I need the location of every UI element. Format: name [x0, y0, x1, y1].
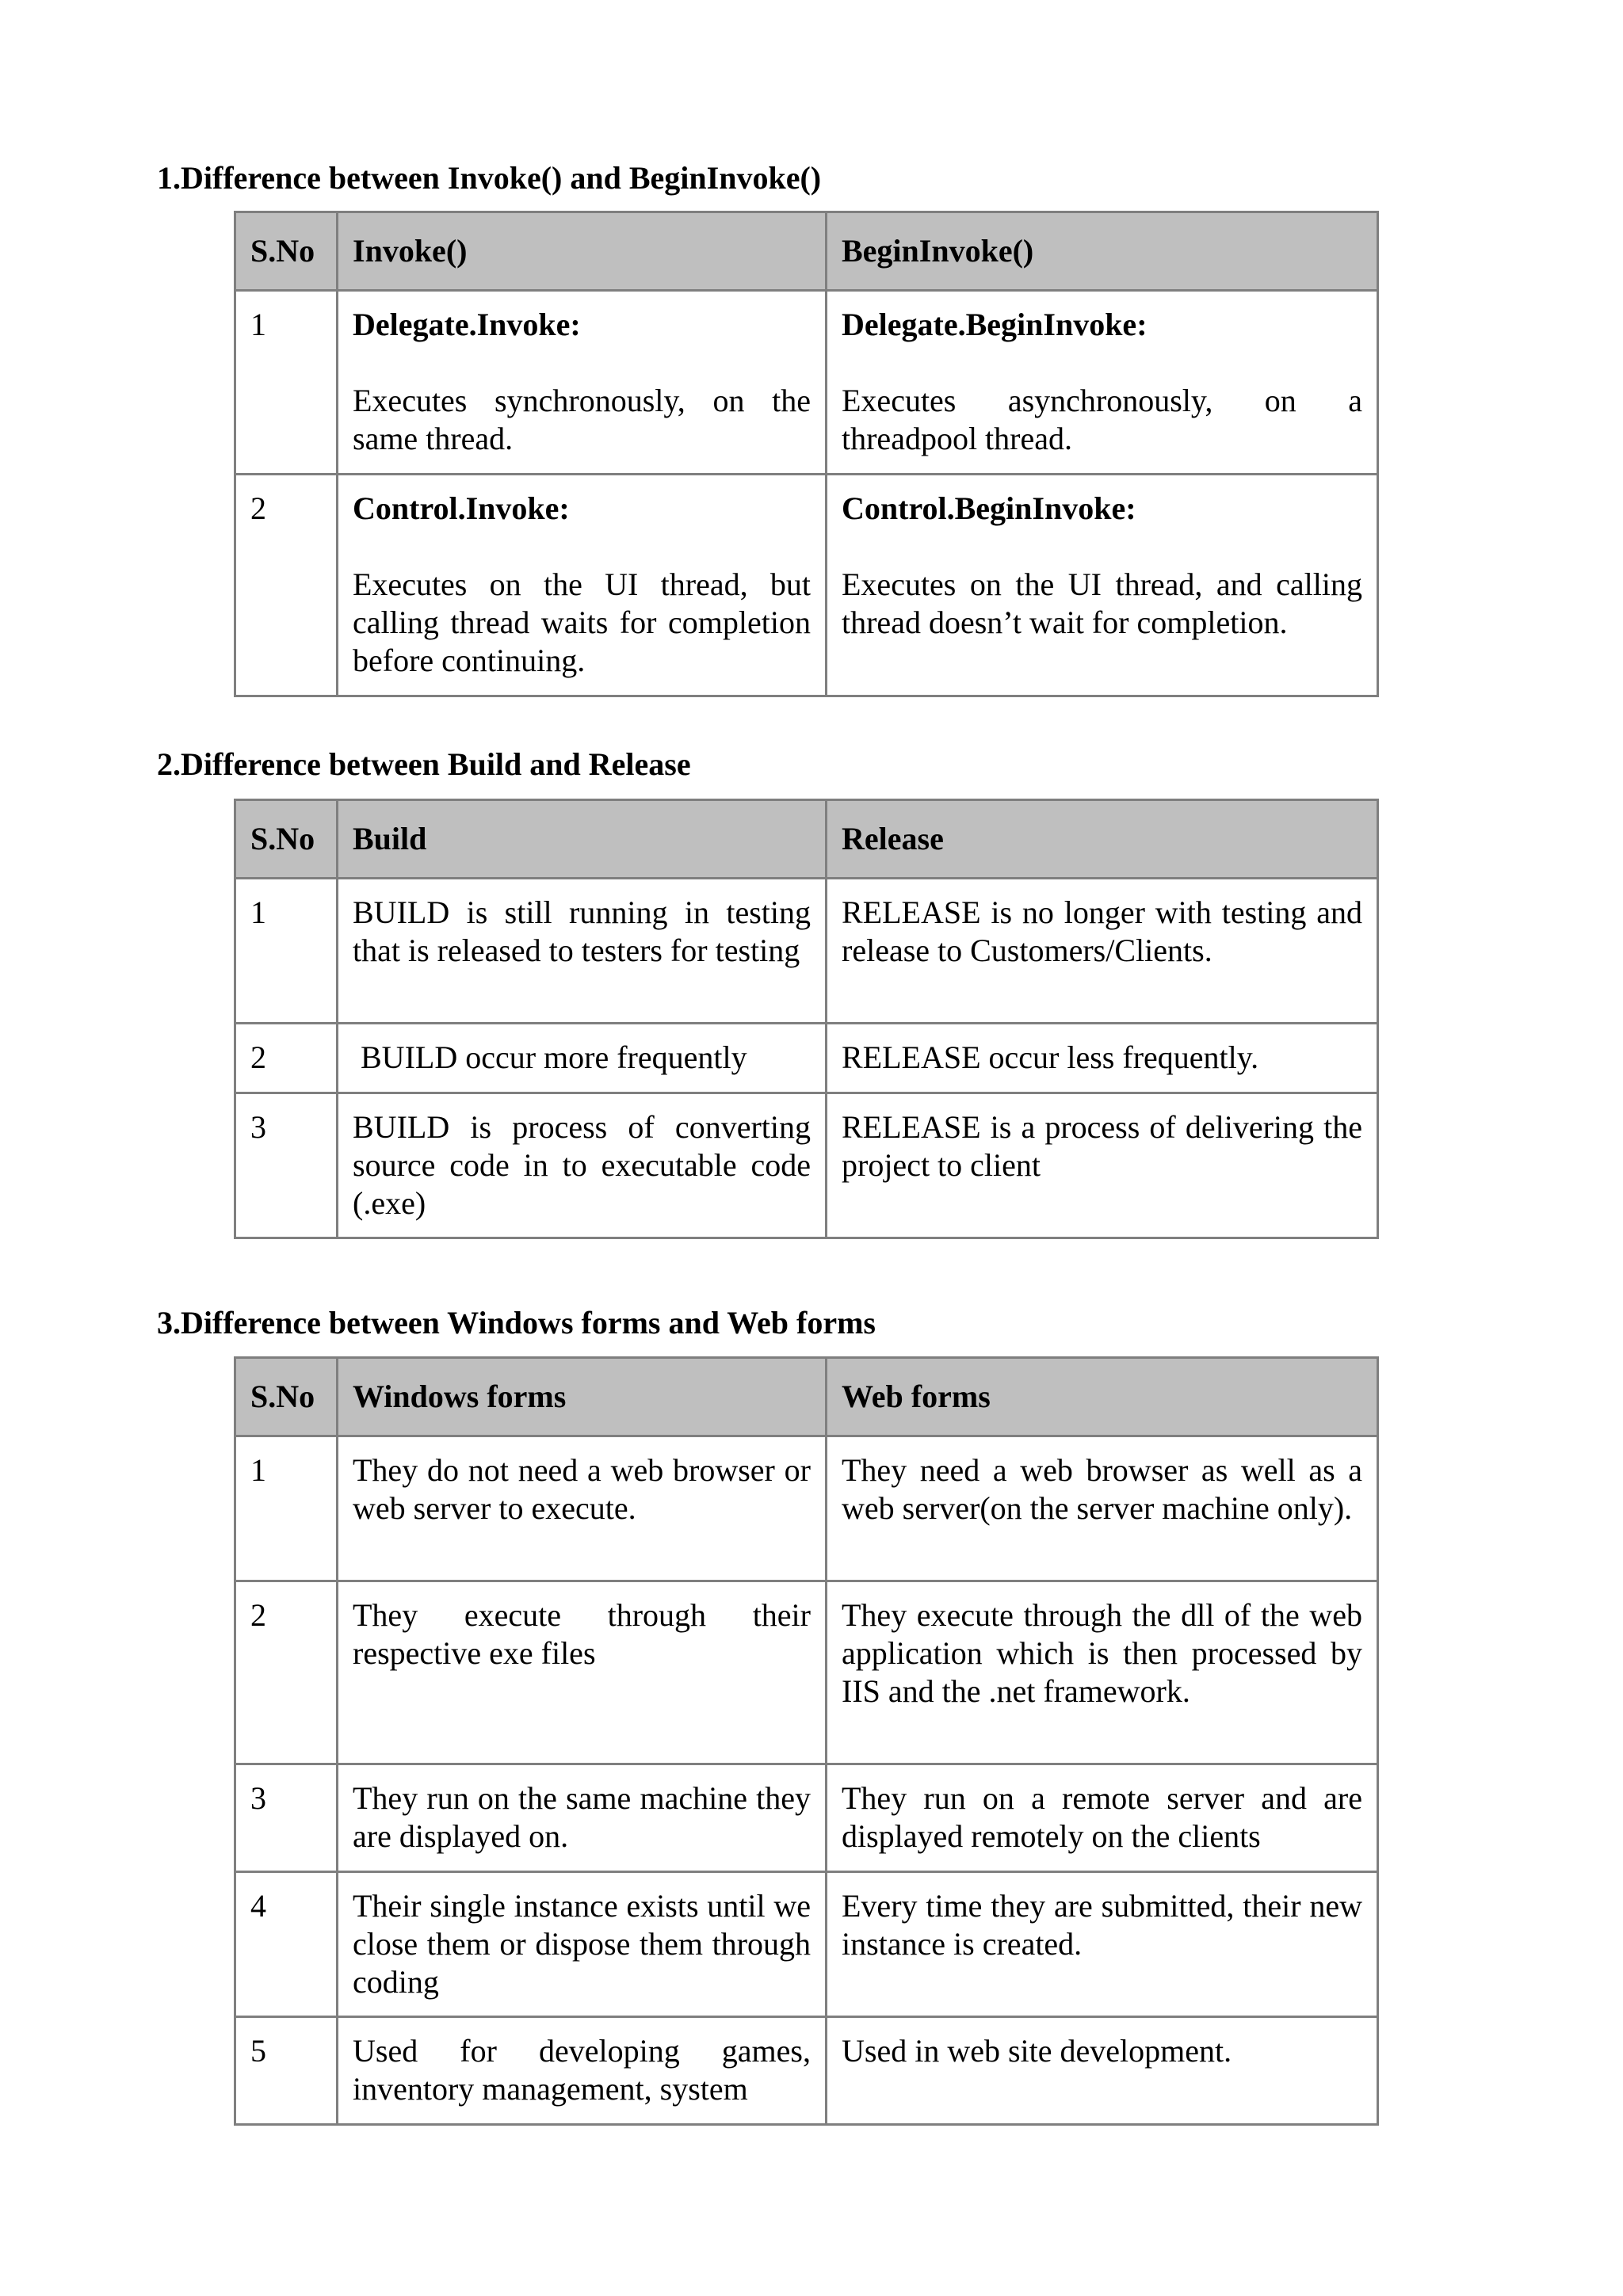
windows-forms-cell: They execute through their respective exe files — [338, 1581, 827, 1764]
row-number: 4 — [235, 1872, 338, 2017]
table-row — [235, 1436, 1378, 1581]
header-build: Build — [338, 800, 827, 879]
table-row — [235, 879, 1378, 1024]
header-sno: S.No — [235, 1358, 338, 1436]
begininvoke-cell — [827, 291, 1378, 475]
invoke-cell — [338, 291, 827, 475]
web-forms-cell: Every time they are submitted, their new instance is created. — [827, 1872, 1378, 2017]
row-number: 1 — [235, 291, 338, 475]
release-cell: RELEASE is a process of delivering the project to client — [827, 1093, 1378, 1238]
web-forms-cell: They need a web browser as well as a web server(on the server machine only). — [827, 1436, 1378, 1581]
table-header-row — [235, 800, 1378, 879]
cell-title: Delegate.Invoke: — [353, 307, 581, 342]
windows-forms-cell: Their single instance exists until we close them or dispose them through coding — [338, 1872, 827, 2017]
header-web-forms: Web forms — [827, 1358, 1378, 1436]
web-forms-cell: They execute through the dll of the web application which is then processed by IIS and the .net framework. — [827, 1581, 1378, 1764]
windows-forms-cell: Used for developing games, inventory management, system — [338, 2017, 827, 2125]
header-release: Release — [827, 800, 1378, 879]
build-cell: BUILD occur more frequently — [338, 1024, 827, 1093]
cell-description: Executes synchronously, on the same thread. — [353, 383, 811, 456]
table-header-row — [235, 1358, 1378, 1436]
windows-forms-cell: They run on the same machine they are displayed on. — [338, 1764, 827, 1872]
build-vs-release-table — [234, 799, 1379, 1239]
release-cell: RELEASE occur less frequently. — [827, 1024, 1378, 1093]
table-row — [235, 291, 1378, 475]
cell-title: Delegate.BeginInvoke: — [842, 307, 1148, 342]
cell-description: Executes on the UI thread, but calling thread waits for completion before continuing. — [353, 566, 811, 678]
build-cell: BUILD is process of converting source code in to executable code (.exe) — [338, 1093, 827, 1238]
row-number: 1 — [235, 879, 338, 1024]
row-number: 3 — [235, 1093, 338, 1238]
section-2-heading: 2.Difference between Build and Release — [157, 746, 691, 782]
web-forms-cell: Used in web site development. — [827, 2017, 1378, 2125]
table-header-row — [235, 212, 1378, 291]
table-row — [235, 1093, 1378, 1238]
row-number: 2 — [235, 475, 338, 696]
header-invoke: Invoke() — [338, 212, 827, 291]
table-row — [235, 1581, 1378, 1764]
cell-title: Control.BeginInvoke: — [842, 490, 1136, 526]
windows-forms-cell: They do not need a web browser or web server to execute. — [338, 1436, 827, 1581]
table-row — [235, 1764, 1378, 1872]
header-begininvoke: BeginInvoke() — [827, 212, 1378, 291]
row-number: 1 — [235, 1436, 338, 1581]
section-1-heading: 1.Difference between Invoke() and BeginInvoke() — [157, 160, 822, 196]
row-number: 5 — [235, 2017, 338, 2125]
header-sno: S.No — [235, 212, 338, 291]
windows-vs-web-forms-table — [234, 1356, 1379, 2126]
table-row — [235, 475, 1378, 696]
build-cell: BUILD is still running in testing that is released to testers for testing — [338, 879, 827, 1024]
invoke-cell — [338, 475, 827, 696]
cell-description: Executes on the UI thread, and calling thread doesn’t wait for completion. — [842, 566, 1362, 640]
section-3-heading: 3.Difference between Windows forms and Web forms — [157, 1305, 876, 1341]
row-number: 2 — [235, 1581, 338, 1764]
table-row — [235, 1872, 1378, 2017]
release-cell: RELEASE is no longer with testing and release to Customers/Clients. — [827, 879, 1378, 1024]
invoke-vs-begininvoke-table — [234, 211, 1379, 697]
table-row — [235, 1024, 1378, 1093]
row-number: 3 — [235, 1764, 338, 1872]
cell-description: Executes asynchronously, on a threadpool thread. — [842, 383, 1362, 456]
row-number: 2 — [235, 1024, 338, 1093]
cell-title: Control.Invoke: — [353, 490, 570, 526]
header-sno: S.No — [235, 800, 338, 879]
begininvoke-cell — [827, 475, 1378, 696]
header-windows-forms: Windows forms — [338, 1358, 827, 1436]
table-row — [235, 2017, 1378, 2125]
web-forms-cell: They run on a remote server and are displayed remotely on the clients — [827, 1764, 1378, 1872]
